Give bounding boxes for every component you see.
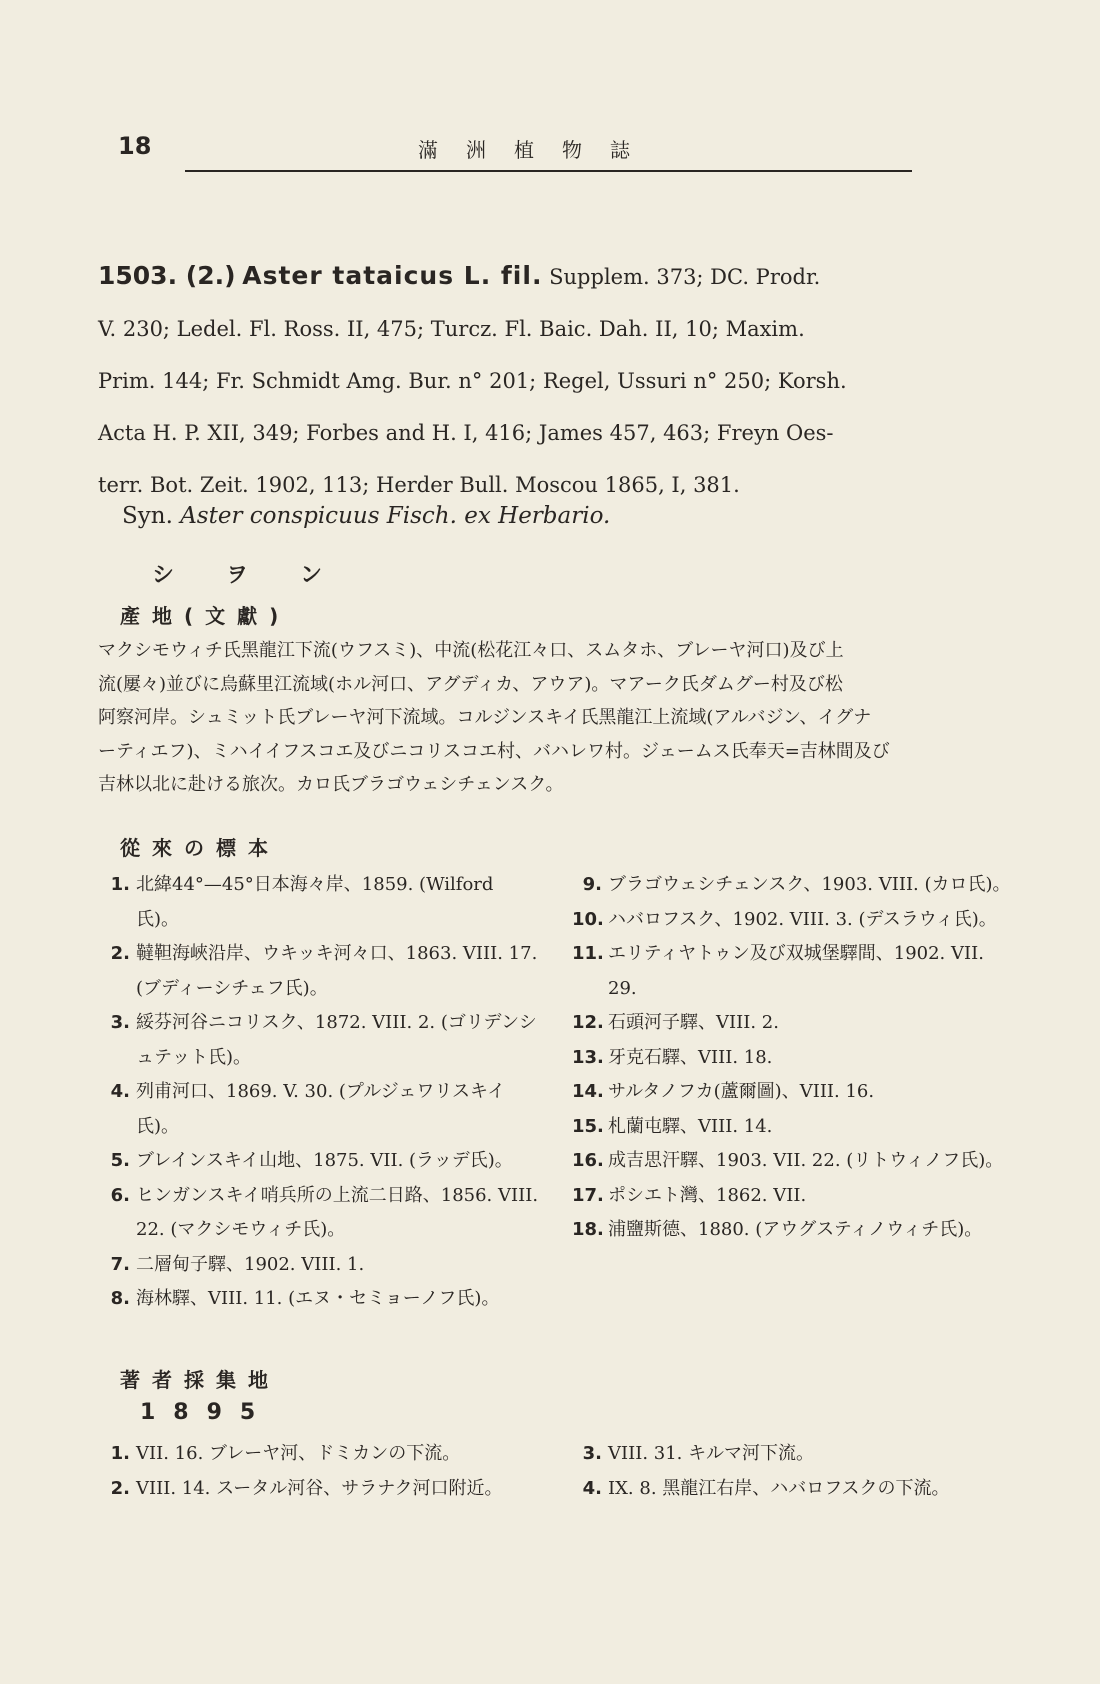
page-number: 18 <box>118 132 152 160</box>
synonym-name: Aster conspicuus Fisch. ex Herbario. <box>180 503 611 529</box>
collection-year: 1895 <box>140 1400 274 1425</box>
specimen-number: 8. <box>110 1288 130 1309</box>
collection-right-column <box>572 1437 1012 1506</box>
species-name: Aster tataicus L. fil. <box>242 261 543 290</box>
literature-title: 產地(文獻) <box>120 604 291 628</box>
species-refs-line: terr. Bot. Zeit. 1902, 113; Herder Bull. Moscou 1865, I, 381. <box>98 473 740 497</box>
japanese-name: シヲン <box>152 562 375 588</box>
specimen-item <box>100 1248 540 1283</box>
specimen-text: 成吉思汗驛、1903. VII. 22. (リトウィノフ氏)。 <box>608 1150 1004 1171</box>
header-rule <box>185 170 912 172</box>
species-refs-line: Acta H. P. XII, 349; Forbes and H. I, 416; James 457, 463; Freyn Oes- <box>98 421 834 445</box>
literature-text <box>98 634 1013 802</box>
specimen-text: 石頭河子驛、VIII. 2. <box>608 1012 779 1033</box>
specimen-number: 6. <box>110 1184 130 1206</box>
specimen-number: 18. <box>572 1219 604 1240</box>
collection-number: 1. <box>110 1443 130 1464</box>
specimen-item <box>100 1282 540 1317</box>
specimen-number: 7. <box>110 1253 130 1275</box>
specimen-text: ブレインスキイ山地、1875. VII. (ラッデ氏)。 <box>136 1150 513 1171</box>
species-refs-line: V. 230; Ledel. Fl. Ross. II, 475; Turcz. Fl. Baic. Dah. II, 10; Maxim. <box>98 317 805 341</box>
specimens-left-column <box>100 868 540 1317</box>
species-refs-first: Supplem. 373; DC. Prodr. <box>549 265 821 289</box>
specimen-text: 浦鹽斯德、1880. (アウグスティノウィチ氏)。 <box>608 1219 983 1240</box>
specimen-item <box>572 1144 1012 1179</box>
specimen-item <box>572 903 1012 938</box>
collection-left-column <box>100 1437 540 1506</box>
specimen-text: ハバロフスク、1902. VIII. 3. (デスラウィ氏)。 <box>608 908 997 930</box>
specimen-number: 9. <box>582 874 602 895</box>
specimen-number: 15. <box>572 1115 604 1137</box>
specimen-item <box>572 1075 1012 1110</box>
collection-item <box>100 1472 540 1507</box>
specimen-number: 10. <box>572 908 604 930</box>
specimens-right-column <box>572 868 1012 1248</box>
specimen-text: 札蘭屯驛、VIII. 14. <box>608 1115 773 1137</box>
specimen-item <box>572 1041 1012 1076</box>
specimen-text: 牙克石驛、VIII. 18. <box>608 1046 773 1068</box>
synonym-label: Syn. <box>122 503 173 529</box>
specimen-number: 1. <box>110 874 130 895</box>
species-refs-line: Prim. 144; Fr. Schmidt Amg. Bur. n° 201; Regel, Ussuri n° 250; Korsh. <box>98 369 847 393</box>
specimen-number: 2. <box>110 943 130 964</box>
specimen-text: 綏芬河谷ニコリスク、1872. VIII. 2. (ゴリデンシュテット氏)。 <box>136 1012 537 1068</box>
specimen-text: 北緯44°—45°日本海々岸、1859. (Wilford 氏)。 <box>136 874 494 930</box>
specimen-item <box>572 1179 1012 1214</box>
literature-line: マクシモウィチ氏黑龍江下流(ウフスミ)、中流(松花江々口、スムタホ、ブレーヤ河口)及び上 <box>98 640 844 661</box>
specimen-item <box>100 1179 540 1248</box>
literature-line: 流(屢々)並びに烏蘇里江流域(ホル河口、アグディカ、アウア)。マアーク氏ダムグー村及び松 <box>98 673 843 695</box>
synonym <box>122 503 610 529</box>
specimen-number: 12. <box>572 1012 604 1033</box>
specimen-text: ヒンガンスキイ哨兵所の上流二日路、1856. VIII. 22. (マクシモウィチ氏)。 <box>136 1184 539 1240</box>
specimen-text: 二層甸子驛、1902. VIII. 1. <box>136 1253 365 1275</box>
specimen-number: 3. <box>110 1012 130 1033</box>
specimen-item <box>100 937 540 1006</box>
collection-text: IX. 8. 黑龍江右岸、ハバロフスクの下流。 <box>608 1477 950 1499</box>
species-heading-line <box>98 250 1013 303</box>
specimen-number: 4. <box>110 1081 130 1102</box>
specimen-text: ポシエト灣、1862. VII. <box>608 1184 807 1206</box>
species-entry <box>98 250 1013 511</box>
specimen-text: サルタノフカ(蘆爾圖)、VIII. 16. <box>608 1081 875 1102</box>
specimens-title: 從來の標本 <box>120 836 280 860</box>
collection-item <box>100 1437 540 1472</box>
collection-item <box>572 1437 1012 1472</box>
author-collection-title: 著者採集地 <box>120 1368 280 1392</box>
specimen-item <box>100 868 540 937</box>
collection-text: VII. 16. ブレーヤ河、ドミカンの下流。 <box>136 1443 461 1464</box>
specimen-item <box>572 1110 1012 1145</box>
collection-number: 4. <box>582 1477 602 1499</box>
specimen-item <box>572 1006 1012 1041</box>
specimen-number: 11. <box>572 943 604 964</box>
specimen-number: 5. <box>110 1150 130 1171</box>
collection-number: 2. <box>110 1477 130 1499</box>
running-title: 滿洲植物誌 <box>418 138 658 162</box>
literature-line: ーティエフ)、ミハイイフスコエ及びニコリスコエ村、バハレワ村。ジェームス氏奉天=吉林間及び <box>98 740 890 762</box>
specimen-number: 16. <box>572 1150 604 1171</box>
specimen-item <box>100 1006 540 1075</box>
specimen-number: 14. <box>572 1081 604 1102</box>
specimen-item <box>572 868 1012 903</box>
species-number: 1503. (2.) <box>98 261 236 290</box>
collection-text: VIII. 31. キルマ河下流。 <box>608 1443 814 1464</box>
specimen-text: 韃靼海峽沿岸、ウキッキ河々口、1863. VIII. 17. (ブディーシチェフ氏)。 <box>136 943 538 999</box>
collection-text: VIII. 14. スータル河谷、サラナク河口附近。 <box>136 1477 503 1499</box>
specimen-number: 17. <box>572 1184 604 1206</box>
specimen-text: 海林驛、VIII. 11. (エヌ・セミョーノフ氏)。 <box>136 1288 500 1309</box>
specimen-text: ブラゴウェシチェンスク、1903. VIII. (カロ氏)。 <box>608 874 1011 895</box>
specimen-number: 13. <box>572 1046 604 1068</box>
specimen-item <box>100 1075 540 1144</box>
literature-line: 吉林以北に赴ける旅次。カロ氏ブラゴウェシチェンスク。 <box>98 774 564 795</box>
specimen-text: 列甫河口、1869. V. 30. (プルジェワリスキイ氏)。 <box>136 1081 506 1137</box>
specimen-item <box>572 937 1012 1006</box>
specimen-item <box>572 1213 1012 1248</box>
literature-line: 阿察河岸。シュミット氏ブレーヤ河下流域。コルジンスキイ氏黑龍江上流域(アルバジン、イグナ <box>98 707 872 728</box>
page-header <box>118 132 913 172</box>
specimen-item <box>100 1144 540 1179</box>
collection-item <box>572 1472 1012 1507</box>
specimen-text: エリティヤトゥン及び双城堡驛間、1902. VII. 29. <box>608 943 984 999</box>
collection-number: 3. <box>582 1443 602 1464</box>
